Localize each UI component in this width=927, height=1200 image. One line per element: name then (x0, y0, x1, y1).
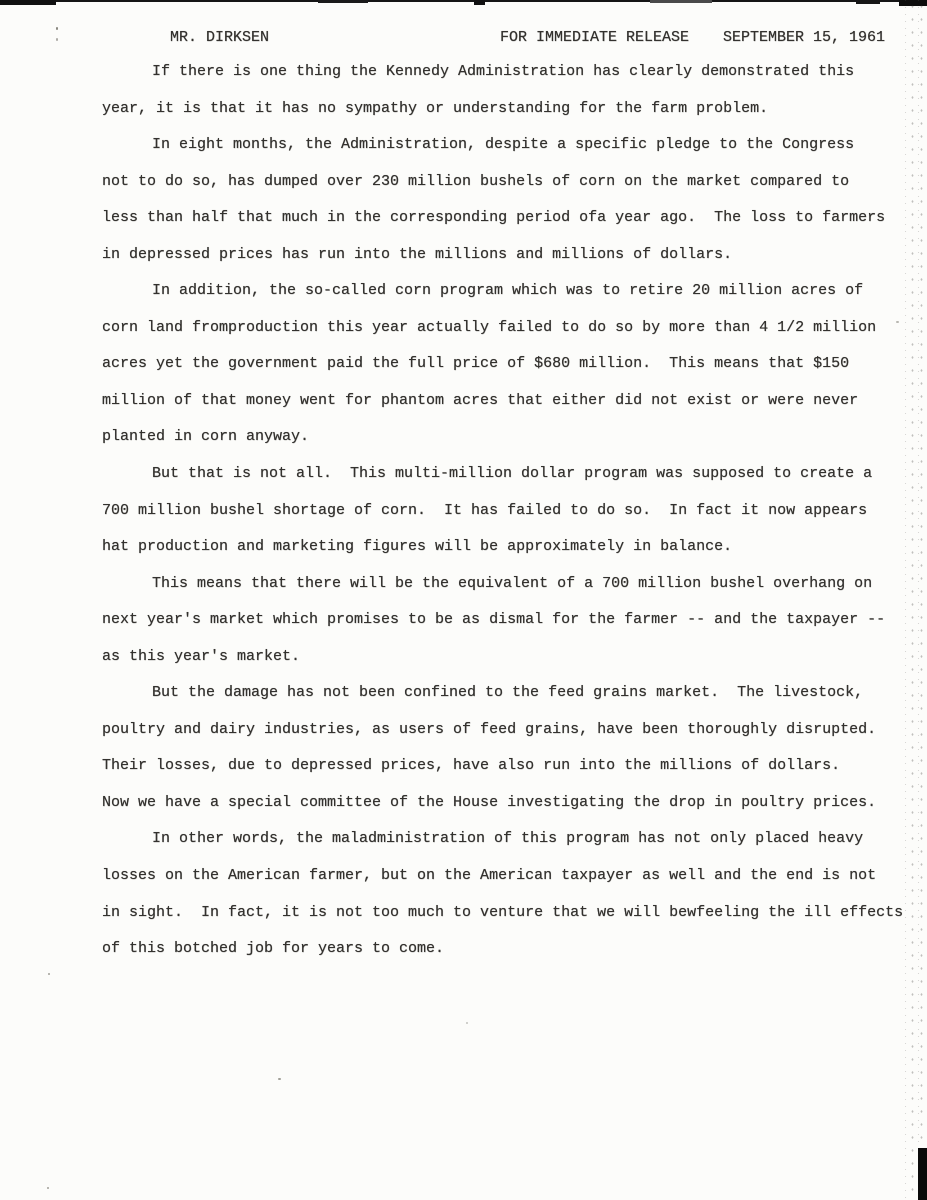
text-line: But that is not all. This multi-million dollar program was supposed to create a (152, 465, 873, 483)
ink-speck (466, 1022, 468, 1024)
text-line: In eight months, the Administration, despite a specific pledge to the Congress (152, 136, 855, 154)
text-line: million of that money went for phantom acres that either did not exist or were never (102, 391, 859, 409)
text-line: as this year's market. (102, 647, 301, 665)
top-edge-scan-blob (650, 0, 712, 3)
top-edge-scan-blob (0, 0, 56, 5)
text-line: In other words, the maladministration of this program has not only placed heavy (152, 830, 864, 848)
top-edge-scan-blob (474, 0, 485, 5)
ink-speck (278, 1078, 281, 1080)
top-edge-scan-line (0, 0, 927, 2)
document-body (102, 62, 902, 976)
top-right-corner-artifact (899, 0, 927, 6)
text-line: If there is one thing the Kennedy Administration has clearly demonstrated this (152, 63, 855, 80)
ink-speck (56, 38, 58, 41)
text-line: in sight. In fact, it is not too much to venture that we will bewfeeling the ill effects (102, 903, 904, 921)
text-line: year, it is that it has no sympathy or understanding for the farm problem. (102, 99, 769, 117)
text-line: 700 million bushel shortage of corn. It has failed to do so. In fact it now appears (102, 501, 868, 519)
text-line: Their losses, due to depressed prices, have also run into the millions of dollars. (102, 757, 841, 775)
text-line: Now we have a special committee of the House investigating the drop in poultry prices. (102, 793, 877, 811)
text-line: of this botched job for years to come. (102, 940, 445, 958)
text-line: planted in corn anyway. (102, 428, 310, 446)
bottom-right-black-strip (918, 1148, 927, 1200)
top-edge-scan-blob (318, 0, 368, 3)
speaker-name: MR. DIRKSEN (170, 29, 270, 46)
ink-speck (48, 973, 50, 975)
text-line: not to do so, has dumped over 230 million bushels of corn on the market compared to (102, 172, 850, 190)
top-edge-scan-blob (856, 0, 880, 4)
text-line: next year's market which promises to be as dismal for the farmer -- and the taxpayer -- (102, 611, 886, 629)
release-notice: FOR IMMEDIATE RELEASE (500, 29, 690, 46)
text-line: in depressed prices has run into the millions and millions of dollars. (102, 245, 733, 263)
text-line: losses on the American farmer, but on the American taxpayer as well and the end is not (102, 867, 877, 885)
ink-speck (47, 1187, 49, 1189)
text-line: But the damage has not been confined to the feed grains market. The livestock, (152, 684, 864, 702)
text-line: poultry and dairy industries, as users of feed grains, have been thoroughly disrupted. (102, 720, 877, 738)
release-date: SEPTEMBER 15, 1961 (723, 29, 886, 46)
ink-speck (56, 27, 58, 30)
right-margin-film-noise (905, 0, 927, 1200)
text-line: This means that there will be the equivalent of a 700 million bushel overhang on (152, 574, 873, 592)
text-line: hat production and marketing figures will be approximately in balance. (102, 538, 733, 556)
text-line: acres yet the government paid the full price of $680 million. This means that $150 (102, 355, 850, 373)
text-line: corn land fromproduction this year actually failed to do so by more than 4 1/2 million (102, 318, 877, 336)
text-line: In addition, the so-called corn program which was to retire 20 million acres of (152, 282, 864, 300)
text-line: less than half that much in the corresponding period ofa year ago. The loss to farmers (102, 209, 886, 227)
